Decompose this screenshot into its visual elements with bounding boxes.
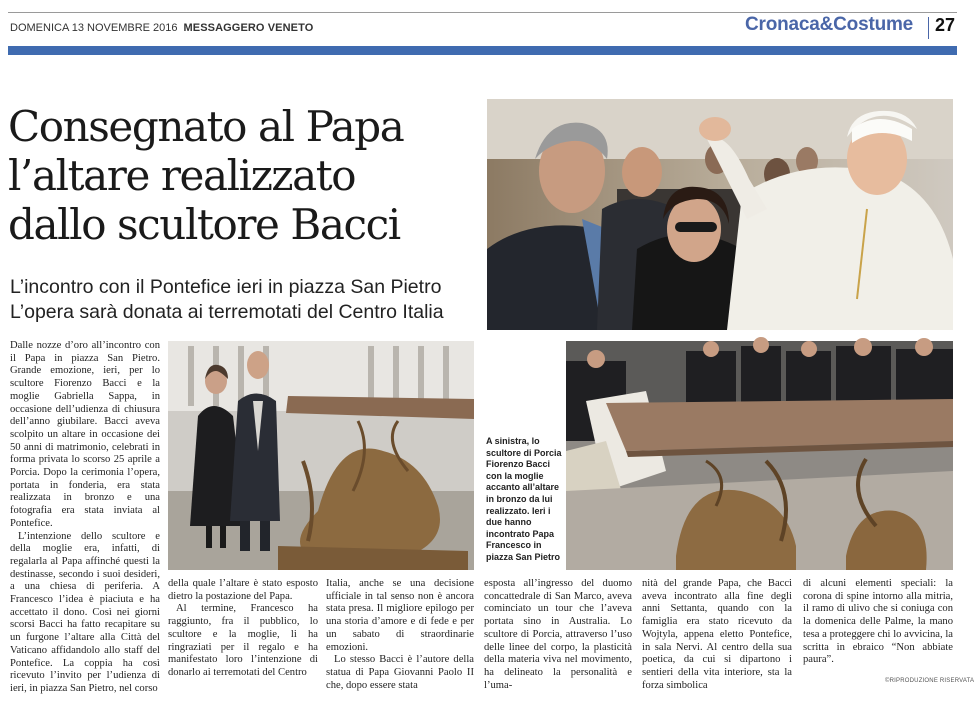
photo-couple-with-altar: [168, 341, 474, 570]
paragraph: nità del grande Papa, che Bacci aveva incontrato alla fine degli anni Settanta, quando con la famiglia era stato ricevuto da Wojtyla, appena eletto Pontefice, in sala Nervi. Al centro della sua poetica, da cui si dipartono i sentieri della vita interiore, sta la forza simbolica: [642, 578, 792, 691]
article-column-4: [484, 578, 632, 692]
header-dateline: [10, 22, 313, 34]
paragraph: Dalle nozze d’oro all’incontro con il Papa in piazza San Pietro. Grande emozione, ieri, per lo scultore Fiorenzo Bacci e la moglie Gabriella Sappa, in occasione dell’udienza di chiusura dell’anno giubilare. Bacci aveva scolpito un altare in occasione dei 50 anni di matrimonio, celebrati in forma privata lo scorso 25 aprile a Porcia. Dopo la cerimonia l’opera, portata in fonderia, era stata realizzata in bronzo e una fotografia era stata inviata al Pontefice.: [10, 340, 160, 529]
headline-line-1: Consegnato al Papa: [8, 102, 404, 151]
subheadline-line-1: L’incontro con il Pontefice ieri in piazza San Pietro: [10, 276, 442, 298]
paragraph: della quale l’altare è stato esposto dietro la postazione del Papa.: [168, 578, 318, 602]
paragraph: Italia, anche se una decisione ufficiale in tal senso non è ancora stata presa. Il migliore epilogo per una storia d’amore e di fede e per un sabato di straordinarie emozioni.: [326, 578, 474, 653]
page-number: 27: [935, 15, 956, 35]
section-separator: [928, 17, 929, 39]
article-column-2: [168, 578, 318, 680]
header-rule: [8, 12, 957, 13]
section-title: Cronaca&Costume: [745, 14, 914, 35]
article-column-3: [326, 578, 474, 692]
photo-pope-blessing-couple: [487, 99, 953, 330]
paragraph: esposta all’ingresso del duomo concattedrale di San Marco, aveva cominciato un tour che l’aveva portata sino in Australia. Lo scultore di Porcia, attraverso l’uso delle linee del corpo, la plasticità della materia viva nel movimento, ha delineato la personalità e l’uma-: [484, 578, 632, 691]
paragraph: Lo stesso Bacci è l’autore della statua di Papa Giovanni Paolo II che, dopo essere stata: [326, 654, 474, 691]
article-headline: [8, 102, 478, 249]
header-paper-name: MESSAGGERO VENETO: [183, 22, 314, 34]
paragraph: di alcuni elementi speciali: la corona di spine intorno alla mitria, il ramo di ulivo che si coniuga con la domenica delle Palme, la mano tesa a proteggere chi lo avvicina, la scritta in ebraico “Non abbiate paura”.: [803, 578, 953, 666]
headline-line-3: dallo scultore Bacci: [8, 200, 400, 249]
paragraph: L’intenzione dello scultore e della moglie era, infatti, di regalarla al Papa affinché questi la destinasse, secondo i suoi desideri, a una chiesa di periferia. A Francesco l’idea è piaciuta e ha accettato il dono. Così nei giorni scorsi Bacci ha fatto recapitare su un furgone l’altare alla Città del Vaticano affidandolo allo staff del Pontefice. La coppia ha così ricevuto l’invito per l’udienza di ieri, in piazza San Pietro, nel corso: [10, 530, 160, 694]
subheadline-line-2: L’opera sarà donata ai terremotati del Centro Italia: [10, 301, 444, 323]
article-column-1: [10, 340, 160, 696]
headline-line-2: l’altare realizzato: [8, 151, 356, 200]
article-subheadline: [10, 275, 480, 325]
photo-altar-in-square: [566, 341, 953, 570]
header-date: DOMENICA 13 NOVEMBRE 2016: [10, 22, 178, 34]
paragraph: Al termine, Francesco ha raggiunto, fra il pubblico, lo scultore e la moglie, li ha ringraziati per il regalo e ha manifestato loro l’intenzione di donarlo ai terremotati del Centro: [168, 603, 318, 678]
article-column-5: [642, 578, 792, 692]
article-column-6: [803, 578, 953, 667]
photo-caption: A sinistra, lo scultore di Porcia Fiorenzo Bacci con la moglie accanto all’altare in bronzo da lui realizzato. Ieri i due hanno incontrato Papa Francesco in piazza San Pietro: [486, 436, 562, 562]
section-color-bar: [8, 46, 957, 55]
copyright-notice: ©RIPRODUZIONE RISERVATA: [885, 678, 974, 684]
